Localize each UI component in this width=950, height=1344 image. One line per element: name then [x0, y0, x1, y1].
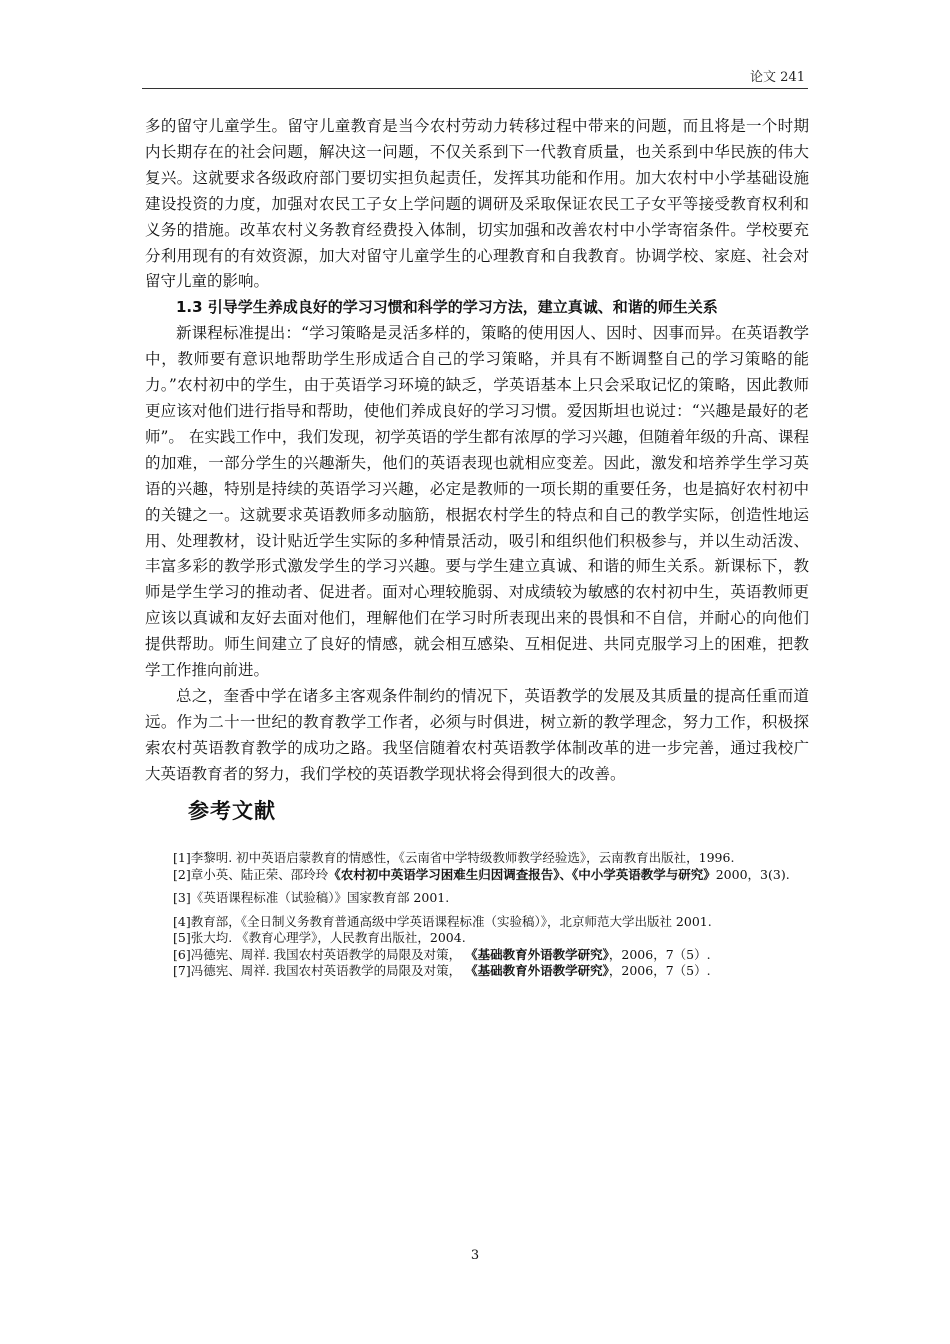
reference-item [173, 850, 893, 867]
reference-text: [4]教育部，《全日制义务教育普通高级中学英语课程标准（实验稿）》，北京师范大学出版社 2001. [173, 913, 712, 929]
reference-source: 《基础教育外语教学研究》 [465, 946, 609, 962]
reference-source: 《农村初中英语学习困难生归因调查报告》、《中小学英语教学与研究》 [328, 866, 716, 882]
reference-item [173, 890, 893, 907]
reference-source: 《基础教育外语教学研究》 [465, 963, 609, 978]
reference-item [173, 914, 793, 931]
reference-text: [6]冯德宪、周祥. 我国农村英语教学的局限及对策， [173, 946, 466, 962]
reference-item [173, 963, 893, 980]
paragraph-3: 总之，奎香中学在诸多主客观条件制约的情况下，英语教学的发展及其质量的提高任重而道远。作为二十一世纪的教育教学工作者，必须与时俱进，树立新的教学理念，努力工作，积极探索农村英语教育教学的成功之路。我坚信随着农村英语教学体制改革的进一步完善，通过我校广大英语教育者的努力，我们学校的英语教学现状将会得到很大的改善。 [145, 686, 809, 783]
reference-item [173, 930, 893, 947]
running-header: 论文 241 [750, 70, 805, 85]
references-title: 参考文献 [188, 799, 276, 823]
references-list [173, 850, 893, 980]
reference-text: [7]冯德宪、周祥. 我国农村英语教学的局限及对策， [173, 963, 466, 978]
reference-text: [5]张大均. 《教育心理学》，人民教育出版社，2004. [173, 930, 466, 945]
reference-text: ，2006，7（5）. [608, 946, 711, 962]
paragraph-2: 新课程标准提出：“学习策略是灵活多样的，策略的使用因人、因时、因事而异。在英语教学中，教师要有意识地帮助学生形成适合自己的学习策略，并具有不断调整自己的学习策略的能力。”农村初中的学生，由于英语学习环境的缺乏，学英语基本上只会采取记忆的策略，因此教师更应该对他们进行指导和帮助，使他们养成良好的学习习惯。爱因斯坦也说过：“兴趣是最好的老师”。 在实践工作中，我们发现，初学英语的学生都有浓厚的学习兴趣，但随着年级的升高、课程的加难，一部分学生的兴趣渐失，他们的英语表现也就相应变差。因此，激发和培养学生学习英语的兴趣，特别是持续的英语学习兴趣，必定是教师的一项长期的重要任务，也是搞好农村初中的关键之一。这就要求英语教师多动脑筋，根据农村学生的特点和自己的教学实际，创造性地运用、处理教材，设计贴近学生实际的多种情景活动，吸引和组织他们积极参与，并以生动活泼、丰富多彩的教学形式激发学生的学习兴趣。要与学生建立真诚、和谐的师生关系。新课标下，教师是学生学习的推动者、促进者。面对心理较脆弱、对成绩较为敏感的农村初中生，英语教师更应该以真诚和友好去面对他们，理解他们在学习时所表现出来的畏惧和不自信，并耐心的向他们提供帮助。师生间建立了良好的情感，就会相互感染、互相促进、共同克服学习上的困难，把教学工作推向前进。 [145, 324, 809, 680]
reference-text: ，2006，7（5）. [608, 963, 711, 978]
reference-text: [1]李黎明. 初中英语启蒙教育的情感性，《云南省中学特级教师教学经验选》，云南教育出版社，1996. [173, 850, 735, 865]
page-number: 3 [470, 1248, 480, 1263]
body-text [145, 114, 809, 788]
reference-text: [3]《英语课程标准（试验稿）》国家教育部 2001. [173, 890, 450, 905]
reference-text: 2000，3(3). [715, 866, 790, 882]
reference-text: [2]章小英、陆正荣、邵玲玲 [173, 866, 329, 882]
paragraph-1: 多的留守儿童学生。留守儿童教育是当今农村劳动力转移过程中带来的问题，而且将是一个时期内长期存在的社会问题，解决这一问题，不仅关系到下一代教育质量，也关系到中华民族的伟大复兴。这就要求各级政府部门要切实担负起责任，发挥其功能和作用。加大农村中小学基础设施建设投资的力度，加强对农民工子女上学问题的调研及采取保证农民工子女平等接受教育权利和义务的措施。改革农村义务教育经费投入体制，切实加强和改善农村中小学寄宿条件。学校要充分利用现有的有效资源，加大对留守儿童学生的心理教育和自我教育。协调学校、家庭、社会对留守儿童的影响。 [145, 117, 809, 291]
header-rule [142, 88, 808, 89]
reference-item [173, 867, 893, 884]
section-heading: 1.3 引导学生养成良好的学习习惯和科学的学习方法，建立真诚、和谐的师生关系 [176, 298, 718, 317]
reference-item [173, 947, 893, 964]
